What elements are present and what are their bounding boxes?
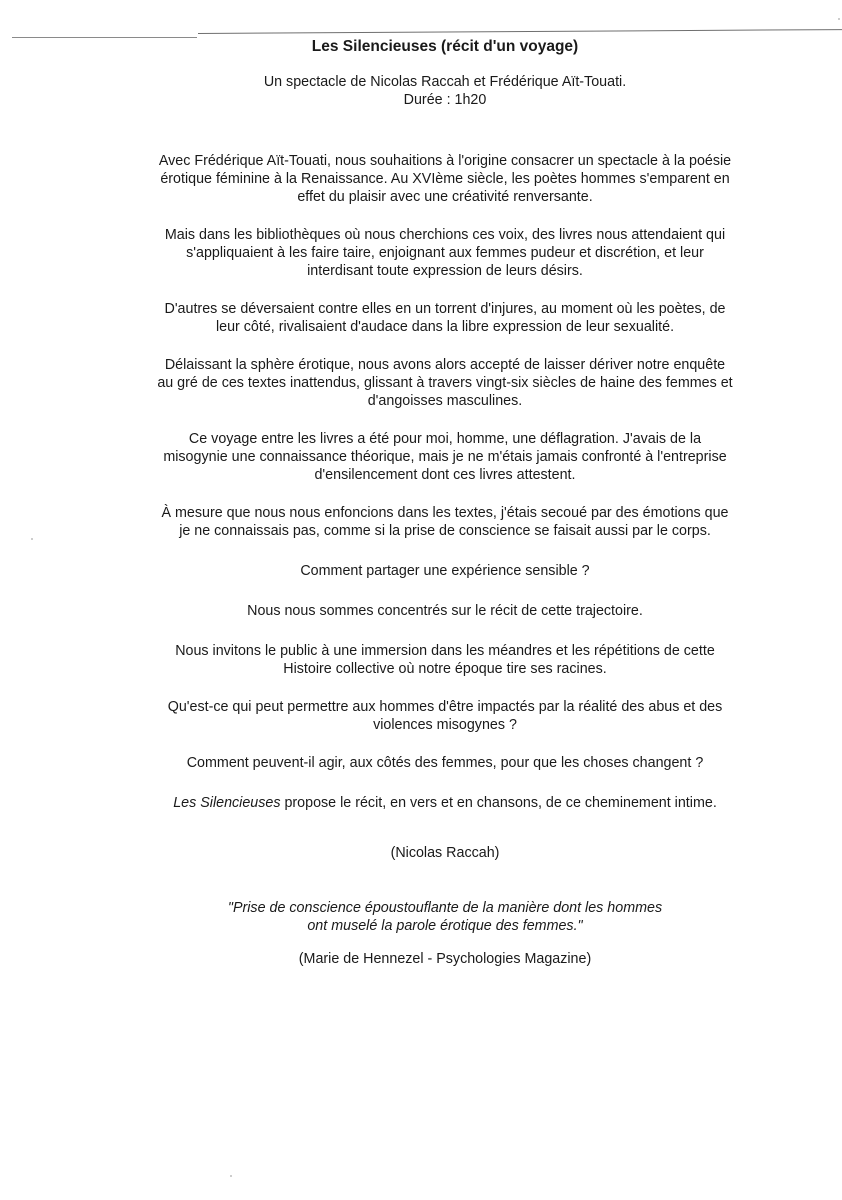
paragraph-line: Ce voyage entre les livres a été pour moi, homme, une déflagration. J'avais de la — [188, 431, 702, 447]
paragraph-line: s'appliquaient à les faire taire, enjoignant aux femmes pudeur et discrétion, et leur — [186, 245, 704, 261]
paragraph-line: leur côté, rivalisaient d'audace dans la libre expression de leur sexualité. — [215, 319, 675, 335]
paragraph-line: Nous invitons le public à une immersion dans les méandres et les répétitions de cette — [175, 643, 715, 659]
paragraph-line: Délaissant la sphère érotique, nous avons alors accepté de laisser dériver notre enquête — [164, 357, 726, 373]
document-title: Les Silencieuses (récit d'un voyage) — [311, 38, 579, 55]
paragraph-line: effet du plaisir avec une créativité renversante. — [297, 189, 593, 205]
paragraph-line: Histoire collective où notre époque tire ses racines. — [283, 661, 607, 677]
paragraph-line: Mais dans les bibliothèques où nous cherchions ces voix, des livres nous attendaient qui — [164, 227, 726, 243]
scan-speck — [31, 538, 33, 540]
paragraph-line: D'autres se déversaient contre elles en un torrent d'injures, au moment où les poètes, de — [164, 301, 726, 317]
quote-attribution: (Marie de Hennezel - Psychologies Magazine) — [298, 951, 592, 967]
paragraph-line: Comment peuvent-il agir, aux côtés des femmes, pour que les choses changent ? — [186, 755, 704, 771]
paragraph-closing — [120, 794, 770, 812]
paragraph-insults — [120, 300, 770, 336]
paragraph-journey — [120, 430, 770, 484]
document-page — [120, 37, 770, 968]
paragraph-trajectory — [120, 602, 770, 620]
paragraph-line: À mesure que nous nous enfoncions dans les textes, j'étais secoué par des émotions que — [161, 505, 729, 521]
paragraph-emotions — [120, 504, 770, 540]
paragraph-line: érotique féminine à la Renaissance. Au XVIème siècle, les poètes hommes s'emparent en — [160, 171, 730, 187]
quote-line: ont muselé la parole érotique des femmes." — [307, 918, 583, 934]
paragraph-line: Avec Frédérique Aït-Touati, nous souhaitions à l'origine consacrer un spectacle à la poésie — [158, 153, 732, 169]
paragraph-immersion — [120, 642, 770, 678]
paragraph-line: Comment partager une expérience sensible ? — [300, 563, 590, 579]
scan-edge-line-right — [198, 29, 842, 34]
press-quote — [120, 899, 770, 935]
paragraph-question-impact — [120, 698, 770, 734]
quote-line: "Prise de conscience époustouflante de la manière dont les hommes — [227, 900, 663, 916]
duration-line: Durée : 1h20 — [403, 92, 487, 108]
paragraph-line: interdisant toute expression de leurs désirs. — [307, 263, 583, 279]
paragraph-line: misogynie une connaissance théorique, mais je ne m'étais jamais confronté à l'entreprise — [163, 449, 727, 465]
document-subtitle — [120, 73, 770, 109]
paragraph-line: violences misogynes ? — [373, 717, 517, 733]
paragraph-libraries — [120, 226, 770, 280]
paragraph-origin — [120, 152, 770, 206]
scan-speck — [230, 1175, 232, 1177]
paragraph-line: Nous nous sommes concentrés sur le récit de cette trajectoire. — [247, 603, 643, 619]
paragraph-line: Qu'est-ce qui peut permettre aux hommes d'être impactés par la réalité des abus et des — [167, 699, 723, 715]
paragraph-line: je ne connaissais pas, comme si la prise de conscience se faisait aussi par le corps. — [179, 523, 711, 539]
paragraph-inquiry — [120, 356, 770, 410]
authors-line: Un spectacle de Nicolas Raccah et Frédérique Aït-Touati. — [263, 74, 627, 90]
closing-text: propose le récit, en vers et en chansons, de ce cheminement intime. — [280, 795, 717, 811]
scan-speck — [838, 18, 840, 20]
paragraph-line: au gré de ces textes inattendus, glissant à travers vingt-six siècles de haine des femmes et — [157, 375, 733, 391]
show-title-italic: Les Silencieuses — [173, 795, 281, 811]
paragraph-question-action — [120, 754, 770, 772]
paragraph-line: d'angoisses masculines. — [367, 393, 523, 409]
paragraph-line: d'ensilencement dont ces livres attestent. — [314, 467, 576, 483]
paragraph-question-sharing — [120, 562, 770, 580]
author-signature: (Nicolas Raccah) — [390, 845, 500, 861]
